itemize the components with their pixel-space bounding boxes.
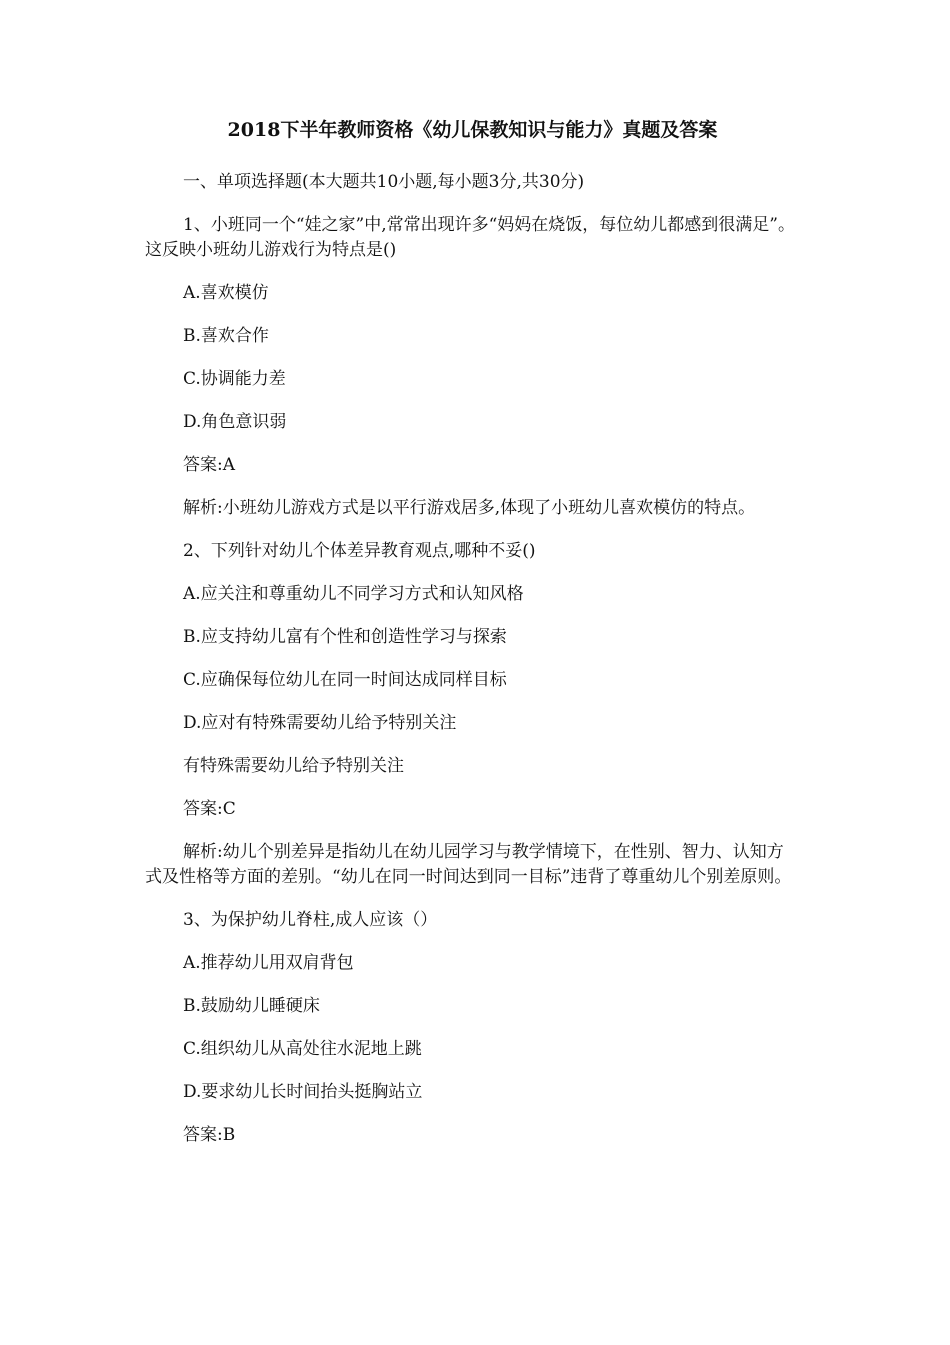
extra-line: 有特殊需要幼儿给予特别关注 xyxy=(183,756,404,776)
option-a: A.应关注和尊重幼儿不同学习方式和认知风格 xyxy=(183,584,524,604)
option-c: C.协调能力差 xyxy=(183,369,286,389)
question-stem: 2、下列针对幼儿个体差异教育观点,哪种不妥() xyxy=(183,541,536,561)
analysis: 解析:小班幼儿游戏方式是以平行游戏居多,体现了小班幼儿喜欢模仿的特点。 xyxy=(183,498,756,518)
answer: 答案:B xyxy=(183,1125,236,1145)
option-a: A.推荐幼儿用双肩背包 xyxy=(183,953,354,973)
option-a: A.喜欢模仿 xyxy=(183,283,269,303)
answer: 答案:A xyxy=(183,455,236,475)
option-b: B.应支持幼儿富有个性和创造性学习与探索 xyxy=(183,627,507,647)
option-b: B.喜欢合作 xyxy=(183,326,269,346)
answer: 答案:C xyxy=(183,799,236,819)
analysis: 解析:幼儿个别差异是指幼儿在幼儿园学习与教学情境下，在性别、智力、认知方式及性格等方面的差别。“幼儿在同一时间达到同一目标”违背了尊重幼儿个别差原则。 xyxy=(145,842,792,887)
section-heading: 一、单项选择题(本大题共10小题,每小题3分,共30分) xyxy=(183,172,585,192)
option-c: C.组织幼儿从高处往水泥地上跳 xyxy=(183,1039,422,1059)
question-stem: 1、小班同一个“娃之家”中,常常出现许多“妈妈在烧饭，每位幼儿都感到很满足”。这反映小班幼儿游戏行为特点是() xyxy=(145,215,795,260)
option-d: D.应对有特殊需要幼儿给予特别关注 xyxy=(183,713,457,733)
document-title: 2018下半年教师资格《幼儿保教知识与能力》真题及答案 xyxy=(227,119,718,141)
option-c: C.应确保每位幼儿在同一时间达成同样目标 xyxy=(183,670,507,690)
option-d: D.角色意识弱 xyxy=(183,412,287,432)
option-b: B.鼓励幼儿睡硬床 xyxy=(183,996,320,1016)
option-d: D.要求幼儿长时间抬头挺胸站立 xyxy=(183,1082,423,1102)
question-stem: 3、为保护幼儿脊柱,成人应该（） xyxy=(183,910,438,930)
